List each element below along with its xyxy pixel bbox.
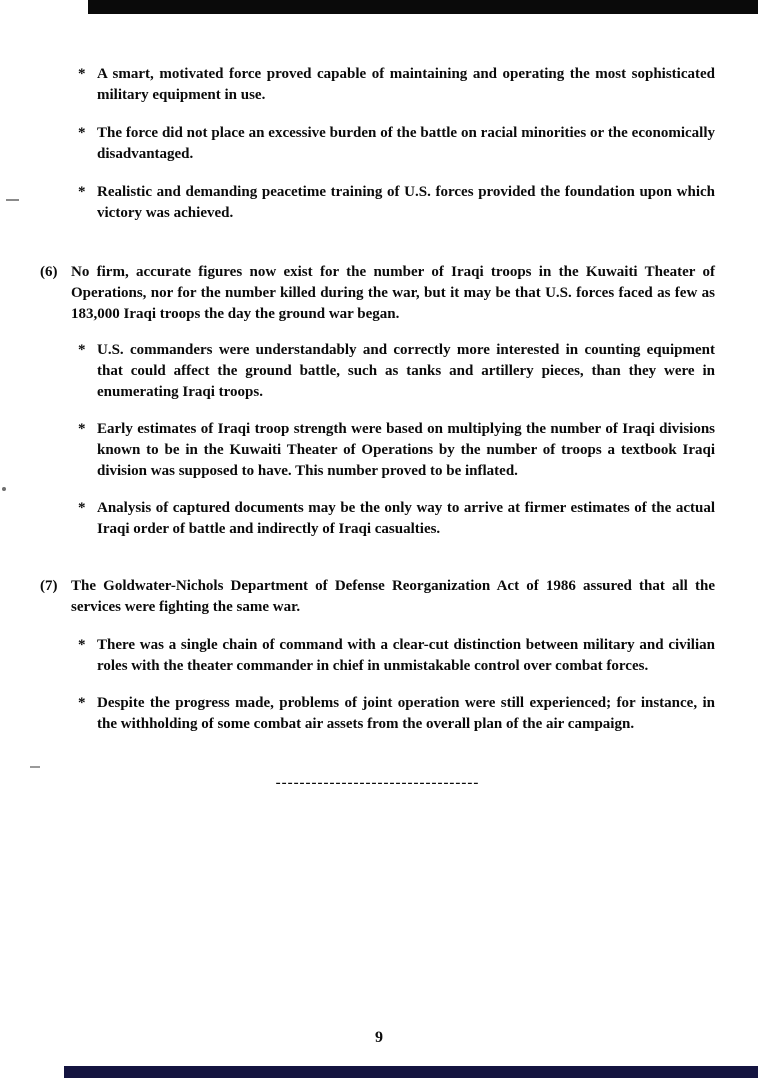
bullet-text: Realistic and demanding peacetime training of U.S. forces provided the foundation upon which victory was achieved. [97,184,715,221]
numbered-item-7 [40,576,715,618]
numbered-item-label: (6) [40,264,58,280]
bullet-item [78,498,715,540]
bullet-item [78,64,715,106]
scan-artifact-mark [30,766,40,768]
numbered-item-text: No firm, accurate figures now exist for the number of Iraqi troops in the Kuwaiti Theater of Operations, nor for the number killed during the war, but it may be that U.S. forces faced as few as 183,000 Iraqi troops the day the ground war began. [71,264,715,322]
bullet-text: The force did not place an excessive burden of the battle on racial minorities or the economically disadvantaged. [97,125,715,162]
numbered-item-6 [40,262,715,325]
bullet-text: Early estimates of Iraqi troop strength were based on multiplying the number of Iraqi divisions known to be in the Kuwaiti Theater of Operations by the number of troops a textbook Iraqi division was supposed to have. This number proved to be inflated. [97,421,715,479]
section-separator: ---------------------------------- [275,775,480,791]
numbered-item-text: The Goldwater-Nichols Department of Defense Reorganization Act of 1986 assured that all the services were fighting the same war. [71,578,715,615]
bullet-text: U.S. commanders were understandably and correctly more interested in counting equipment that could affect the ground battle, such as tanks and artillery pieces, than they were in enumerating Iraqi troops. [97,342,715,400]
bullet-item [78,123,715,165]
bullet-item [78,635,715,677]
bullet-marker: * [78,66,86,82]
bullet-marker: * [78,695,86,711]
bullet-item [78,693,715,735]
scan-artifact-mark [6,199,19,201]
bullet-text: A smart, motivated force proved capable of maintaining and operating the most sophisticated military equipment in use. [97,66,715,103]
scan-artifact-mark [2,487,6,491]
bullet-marker: * [78,637,86,653]
numbered-item-label: (7) [40,578,58,594]
bullet-marker: * [78,342,86,358]
bullet-marker: * [78,125,86,141]
bullet-marker: * [78,184,86,200]
bullet-marker: * [78,421,86,437]
bullet-item [78,182,715,224]
bullet-item [78,340,715,403]
scan-artifact-bottom-bar [64,1066,758,1078]
bullet-item [78,419,715,482]
page-number: 9 [375,1029,383,1046]
bullet-text: There was a single chain of command with a clear-cut distinction between military and civilian roles with the theater commander in chief in unmistakable control over combat forces. [97,637,715,674]
scan-artifact-top-bar [88,0,758,14]
bullet-text: Despite the progress made, problems of joint operation were still experienced; for instance, in the withholding of some combat air assets from the overall plan of the air campaign. [97,695,715,732]
bullet-marker: * [78,500,86,516]
bullet-text: Analysis of captured documents may be the only way to arrive at firmer estimates of the actual Iraqi order of battle and indirectly of Iraqi casualties. [97,500,715,537]
